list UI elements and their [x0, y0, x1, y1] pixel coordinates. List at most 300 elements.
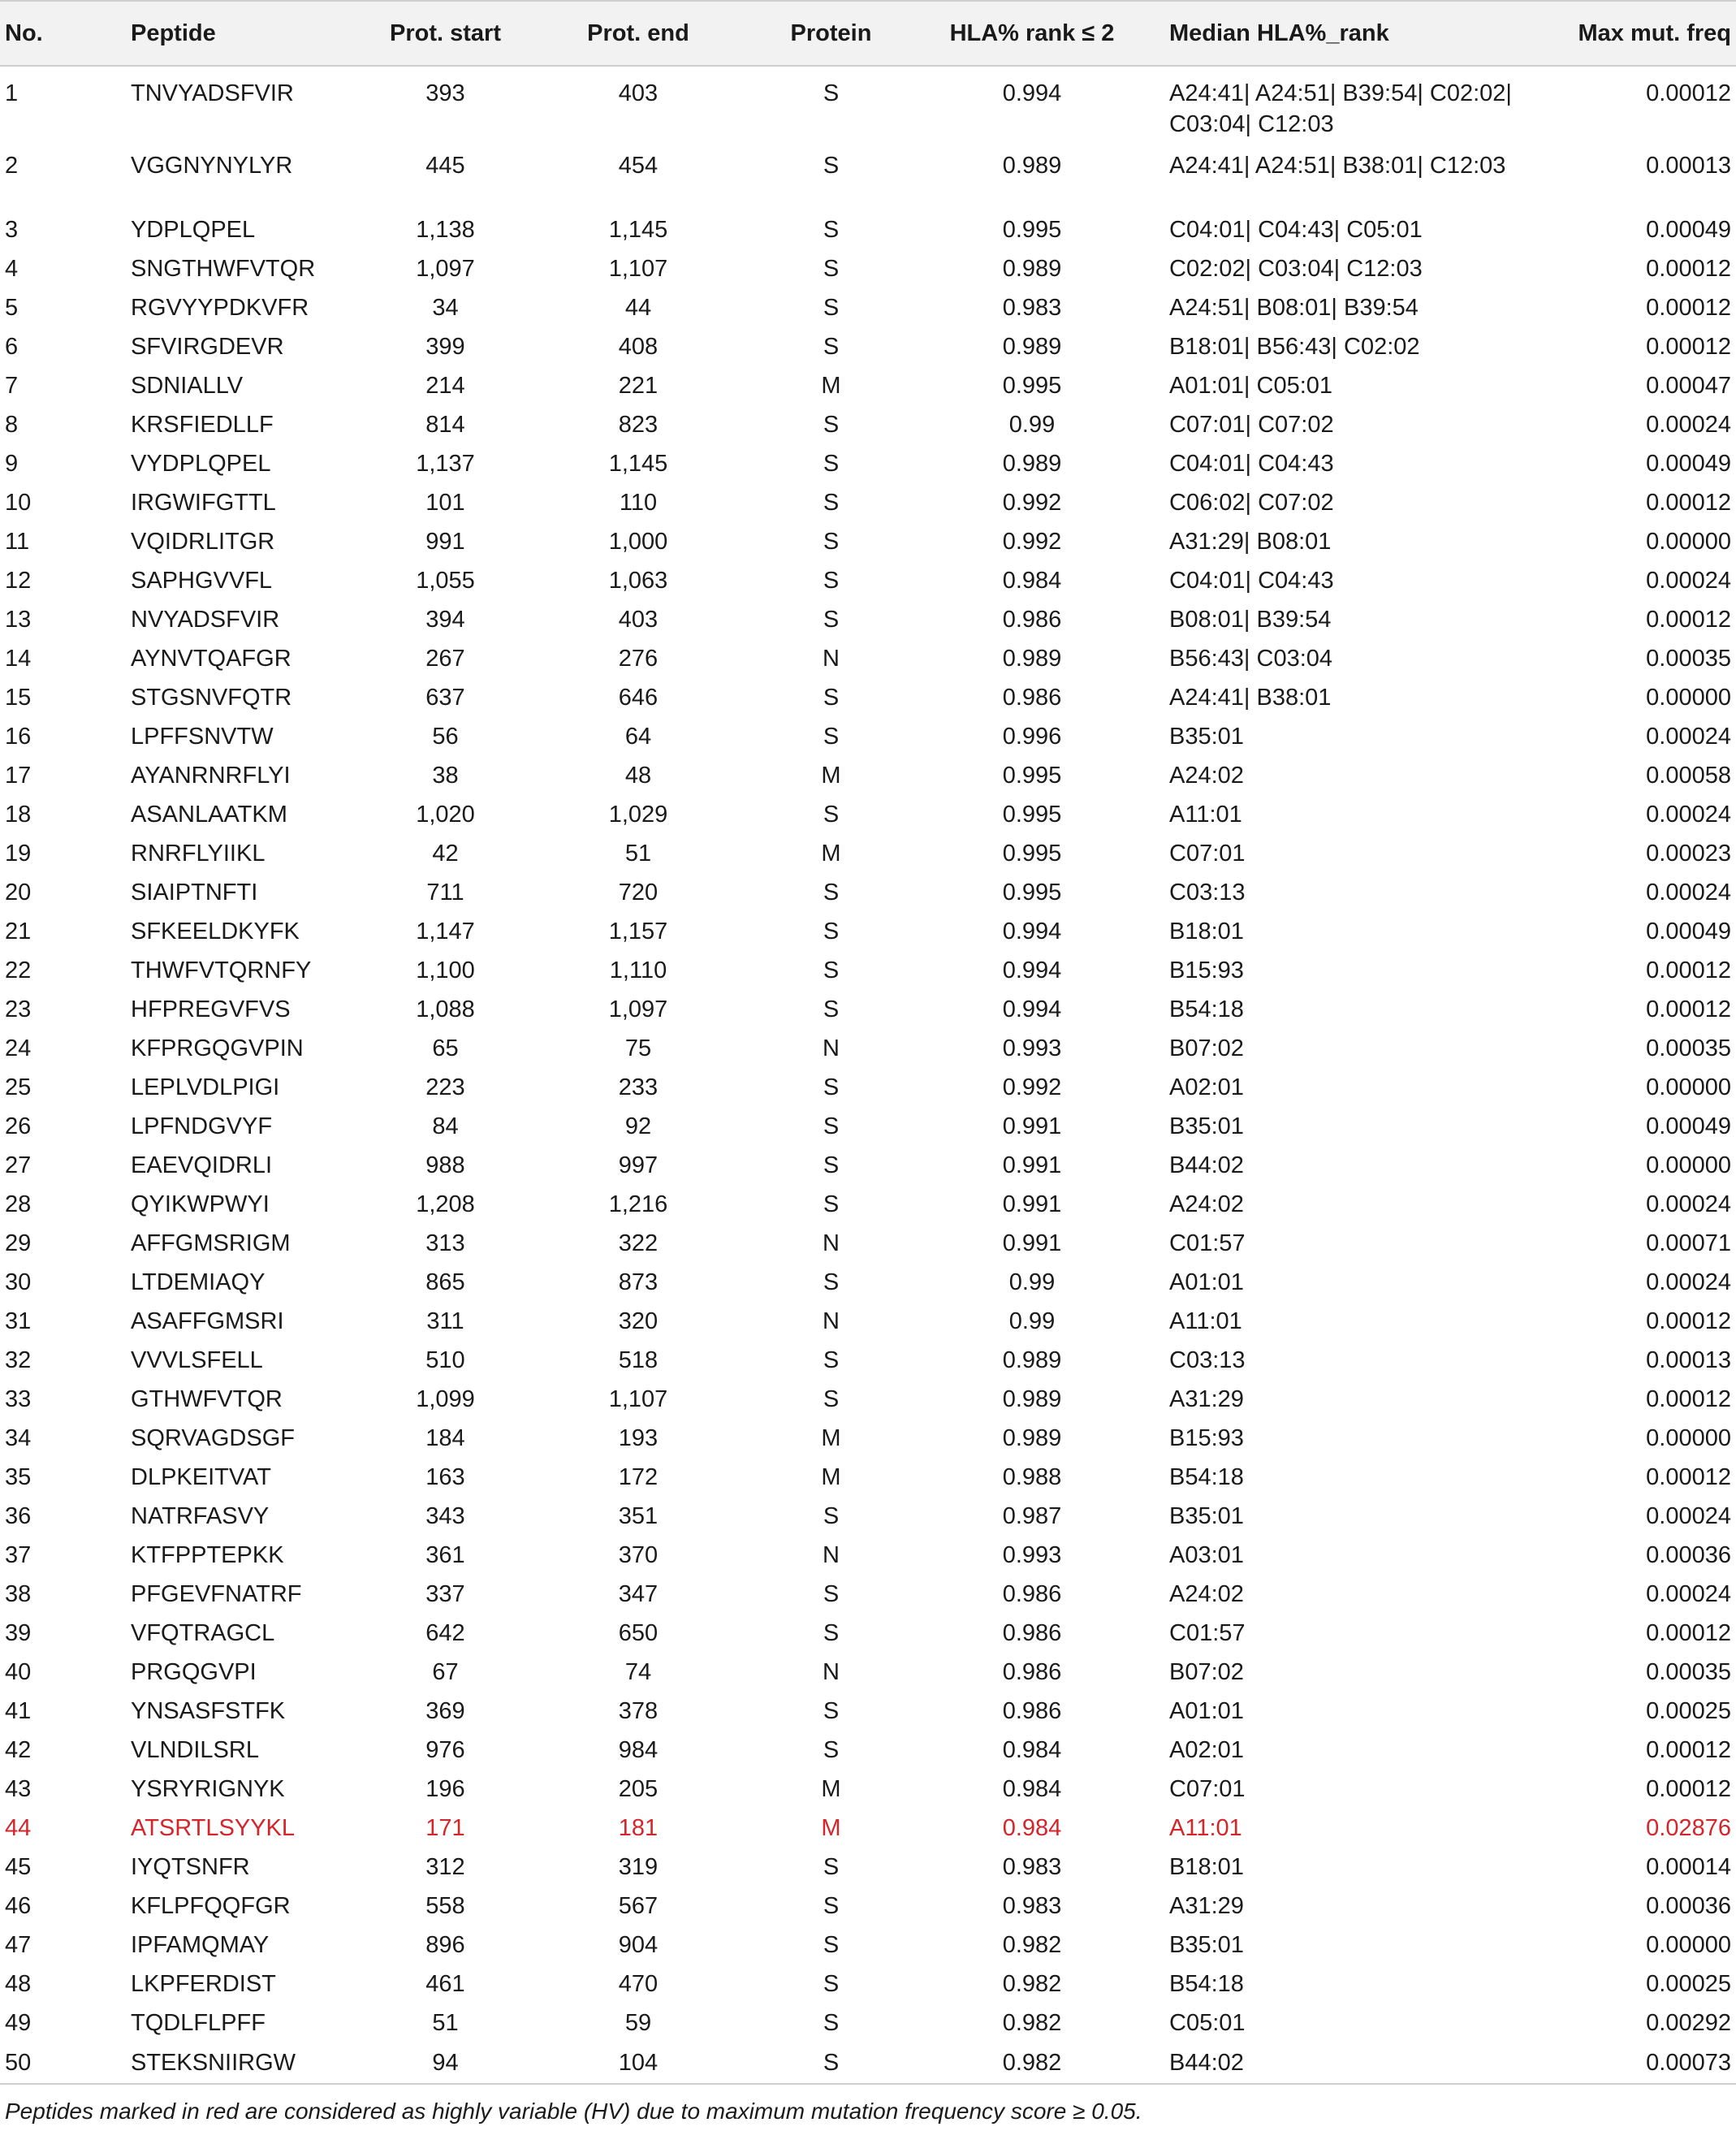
cell-median-hla-rank: B07:02: [1169, 1659, 1244, 1685]
cell-prot-start: 312: [425, 1854, 465, 1880]
cell-hla-rank: 0.983: [1002, 1893, 1062, 1919]
cell-no: 1: [5, 80, 19, 106]
cell-prot-end: 408: [618, 334, 659, 360]
cell-max-mut-freq: 0.00012: [1646, 607, 1731, 633]
table-row: [0, 1731, 1736, 1770]
cell-median-hla-rank: B44:02: [1169, 1152, 1244, 1178]
cell-protein: S: [823, 1620, 840, 1646]
cell-max-mut-freq: 0.00000: [1646, 1074, 1731, 1100]
table-row: [0, 327, 1736, 366]
cell-peptide: HFPREGVFVS: [131, 996, 291, 1022]
cell-max-mut-freq: 0.00012: [1646, 334, 1731, 360]
cell-hla-rank: 0.99: [1008, 1308, 1056, 1334]
cell-hla-rank: 0.995: [1002, 841, 1062, 867]
cell-prot-end: 322: [618, 1230, 659, 1256]
cell-prot-start: 337: [425, 1581, 465, 1607]
cell-protein: S: [760, 2042, 902, 2084]
cell-max-mut-freq: 0.00058: [1646, 763, 1731, 789]
cell-peptide: VLNDILSRL: [131, 1737, 259, 1763]
cell-max-mut-freq: 0.00012: [1646, 1776, 1731, 1802]
cell-max-mut-freq: 0.00024: [1646, 880, 1731, 906]
cell-prot-end: 221: [618, 373, 659, 399]
cell-prot-end: 1,097: [608, 996, 668, 1022]
cell-peptide: IYQTSNFR: [131, 1854, 250, 1880]
cell-max-mut-freq: 0.00047: [1646, 373, 1731, 399]
cell-prot-start: 991: [425, 529, 465, 555]
cell-hla-rank: 0.99: [1008, 412, 1056, 438]
cell-no: 5: [5, 295, 19, 321]
cell-no: 23: [5, 996, 32, 1022]
cell-prot-start: 865: [425, 1269, 465, 1295]
table-row: [0, 249, 1736, 288]
cell-protein: M: [821, 1776, 841, 1802]
cell-prot-end: 1,107: [608, 1386, 668, 1412]
cell-protein: N: [823, 1542, 840, 1568]
cell-no: 50: [0, 2042, 131, 2084]
cell-median-hla-rank: B54:18: [1169, 1971, 1244, 1997]
cell-median-hla-rank: B35:01: [1169, 1503, 1244, 1529]
cell-max-mut-freq: 0.00012: [1646, 256, 1731, 282]
cell-prot-start: 1,055: [416, 568, 475, 594]
cell-max-mut-freq: 0.00012: [1646, 1464, 1731, 1490]
cell-no: 3: [5, 217, 19, 243]
cell-median-hla-rank: C02:02| C03:04| C12:03: [1169, 256, 1423, 282]
cell-prot-start: 1,088: [416, 996, 475, 1022]
cell-peptide: SIAIPTNFTI: [131, 880, 258, 906]
table-row: [0, 210, 1736, 249]
cell-max-mut-freq: 0.00013: [1646, 1347, 1731, 1373]
table-row: [0, 951, 1736, 990]
cell-median-hla-rank: A24:02: [1169, 763, 1244, 789]
cell-prot-end: 567: [618, 1893, 659, 1919]
cell-peptide: IPFAMQMAY: [131, 1932, 270, 1958]
cell-hla-rank: 0.989: [1002, 153, 1062, 179]
cell-no: 48: [5, 1971, 32, 1997]
cell-median-hla-rank: A24:41| A24:51| B38:01| C12:03: [1169, 153, 1506, 179]
cell-prot-start: 711: [426, 880, 464, 906]
cell-protein: S: [823, 957, 840, 983]
cell-protein: S: [823, 724, 840, 750]
cell-prot-start: 976: [425, 1737, 465, 1763]
cell-max-mut-freq: 0.00012: [1646, 996, 1731, 1022]
cell-prot-start: 163: [425, 1464, 465, 1490]
cell-prot-end: 904: [618, 1932, 659, 1958]
cell-no: 22: [5, 957, 32, 983]
cell-prot-end: 64: [624, 724, 652, 750]
cell-peptide: YDPLQPEL: [131, 217, 256, 243]
cell-peptide: SAPHGVVFL: [131, 568, 273, 594]
cell-prot-start: 101: [425, 490, 465, 516]
cell-protein: S: [823, 217, 840, 243]
cell-protein: S: [823, 1737, 840, 1763]
cell-protein: S: [823, 802, 840, 828]
cell-max-mut-freq: 0.00024: [1646, 412, 1731, 438]
cell-hla-rank: 0.989: [1002, 1386, 1062, 1412]
cell-median-hla-rank: A31:29| B08:01: [1169, 529, 1332, 555]
cell-prot-end: 74: [624, 1659, 652, 1685]
table-row: [0, 1965, 1736, 2003]
table-row: [0, 1497, 1736, 1536]
cell-max-mut-freq: 0.00035: [1646, 1035, 1731, 1061]
cell-hla-rank: 0.992: [1002, 529, 1062, 555]
table-row: [0, 873, 1736, 912]
cell-prot-start: 65: [432, 1035, 459, 1061]
table-row: [0, 1263, 1736, 1302]
cell-median-hla-rank: B18:01: [1169, 919, 1244, 944]
cell-hla-rank: 0.982: [902, 2042, 1162, 2084]
table-row: [0, 639, 1736, 678]
cell-prot-start: 196: [425, 1776, 465, 1802]
cell-no: 32: [5, 1347, 32, 1373]
cell-max-mut-freq: 0.00049: [1646, 1113, 1731, 1139]
header-protein: Protein: [760, 1, 902, 66]
cell-max-mut-freq: 0.00000: [1646, 1425, 1731, 1451]
header-no: No.: [0, 1, 131, 66]
cell-no: 25: [5, 1074, 32, 1100]
cell-no: 24: [5, 1035, 32, 1061]
cell-no: 45: [5, 1854, 32, 1880]
cell-protein: S: [823, 334, 840, 360]
cell-peptide: IRGWIFGTTL: [131, 490, 276, 516]
cell-no: 10: [5, 490, 32, 516]
cell-no: 6: [5, 334, 19, 360]
cell-protein: N: [823, 1308, 840, 1334]
cell-hla-rank: 0.991: [1002, 1113, 1062, 1139]
cell-max-mut-freq: 0.00035: [1646, 1659, 1731, 1685]
cell-hla-rank: 0.986: [1002, 1698, 1062, 1724]
cell-hla-rank: 0.986: [1002, 685, 1062, 711]
cell-no: 41: [5, 1698, 32, 1724]
table-row: [0, 912, 1736, 951]
cell-hla-rank: 0.987: [1002, 1503, 1062, 1529]
cell-no: 16: [5, 724, 32, 750]
cell-hla-rank: 0.982: [1002, 1971, 1062, 1997]
cell-peptide: ASANLAATKM: [131, 802, 287, 828]
cell-prot-start: 311: [426, 1308, 464, 1334]
cell-median-hla-rank: C04:01| C04:43: [1169, 568, 1334, 594]
cell-max-mut-freq: 0.00000: [1646, 529, 1731, 555]
cell-hla-rank: 0.992: [1002, 1074, 1062, 1100]
cell-protein: S: [823, 880, 840, 906]
cell-no: 26: [5, 1113, 32, 1139]
cell-prot-start: 313: [425, 1230, 465, 1256]
cell-max-mut-freq: 0.00024: [1646, 1581, 1731, 1607]
cell-peptide: SDNIALLV: [131, 373, 244, 399]
cell-protein: S: [823, 1269, 840, 1295]
cell-prot-start: 369: [425, 1698, 465, 1724]
cell-no: 34: [5, 1425, 32, 1451]
cell-protein: S: [823, 80, 840, 106]
cell-hla-rank: 0.989: [1002, 1425, 1062, 1451]
cell-prot-start: 445: [425, 153, 465, 179]
cell-max-mut-freq: 0.00000: [1646, 685, 1731, 711]
cell-median-hla-rank: A24:02: [1169, 1191, 1244, 1217]
cell-no: 30: [5, 1269, 32, 1295]
cell-prot-start: 1,147: [416, 919, 475, 944]
header-row: [0, 1, 1736, 66]
cell-peptide: TNVYADSFVIR: [131, 80, 294, 106]
table-row: [0, 561, 1736, 600]
table-row: [0, 795, 1736, 834]
cell-peptide: STGSNVFQTR: [131, 685, 292, 711]
cell-prot-end: 403: [618, 80, 659, 106]
cell-max-mut-freq: 0.00012: [1646, 490, 1731, 516]
cell-prot-end: 44: [624, 295, 652, 321]
cell-prot-start: 461: [425, 1971, 465, 1997]
cell-no: 7: [5, 373, 19, 399]
cell-no: 4: [5, 256, 19, 282]
cell-peptide: VYDPLQPEL: [131, 451, 271, 477]
cell-prot-end: 347: [618, 1581, 659, 1607]
cell-median-hla-rank: A02:01: [1169, 1737, 1244, 1763]
cell-prot-end: 873: [618, 1269, 659, 1295]
cell-protein: N: [823, 646, 840, 672]
cell-peptide: KTFPPTEPKK: [131, 1542, 284, 1568]
table-row: [0, 483, 1736, 522]
cell-median-hla-rank: A24:41| A24:51| B39:54| C02:02| C03:04| C12:03: [1169, 80, 1512, 137]
cell-protein: S: [823, 1854, 840, 1880]
cell-prot-end: 48: [624, 763, 652, 789]
cell-max-mut-freq: 0.00073: [1547, 2042, 1736, 2084]
cell-prot-end: 403: [618, 607, 659, 633]
table-row: [0, 1770, 1736, 1809]
cell-max-mut-freq: 0.00024: [1646, 568, 1731, 594]
cell-protein: S: [823, 295, 840, 321]
header-prot-start: Prot. start: [374, 1, 516, 66]
table-row: [0, 522, 1736, 561]
header-peptide: Peptide: [131, 1, 374, 66]
cell-median-hla-rank: C01:57: [1169, 1230, 1246, 1256]
cell-prot-end: 720: [618, 880, 659, 906]
table-row: [0, 1848, 1736, 1887]
cell-no: 47: [5, 1932, 32, 1958]
cell-median-hla-rank: A11:01: [1169, 1815, 1242, 1841]
cell-prot-start: 558: [425, 1893, 465, 1919]
table-row: [0, 1185, 1736, 1224]
cell-hla-rank: 0.983: [1002, 295, 1062, 321]
cell-protein: M: [821, 373, 841, 399]
cell-peptide: RGVYYPDKVFR: [131, 295, 309, 321]
table-row: [0, 1107, 1736, 1146]
cell-no: 11: [5, 529, 30, 555]
cell-hla-rank: 0.995: [1002, 217, 1062, 243]
cell-protein: S: [823, 153, 840, 179]
cell-hla-rank: 0.982: [1002, 2010, 1062, 2036]
cell-peptide: NATRFASVY: [131, 1503, 270, 1529]
cell-protein: M: [821, 1464, 841, 1490]
cell-no: 37: [5, 1542, 32, 1568]
cell-max-mut-freq: 0.00024: [1646, 724, 1731, 750]
table-row: [0, 1653, 1736, 1692]
cell-prot-start: 51: [432, 2010, 459, 2036]
cell-peptide: THWFVTQRNFY: [131, 957, 312, 983]
cell-max-mut-freq: 0.00012: [1646, 295, 1731, 321]
table-row: [0, 1341, 1736, 1380]
cell-no: 39: [5, 1620, 32, 1646]
cell-median-hla-rank: B56:43| C03:04: [1169, 646, 1333, 672]
cell-hla-rank: 0.989: [1002, 646, 1062, 672]
cell-peptide: AFFGMSRIGM: [131, 1230, 291, 1256]
cell-hla-rank: 0.984: [1002, 1737, 1062, 1763]
cell-median-hla-rank: C07:01: [1169, 1776, 1246, 1802]
cell-median-hla-rank: B44:02: [1162, 2042, 1547, 2084]
table-row: [0, 1224, 1736, 1263]
cell-prot-start: 1,099: [416, 1386, 475, 1412]
cell-peptide: TQDLFLPFF: [131, 2010, 266, 2036]
cell-hla-rank: 0.984: [1002, 568, 1062, 594]
cell-prot-end: 104: [516, 2042, 760, 2084]
cell-hla-rank: 0.991: [1002, 1230, 1062, 1256]
cell-median-hla-rank: B54:18: [1169, 996, 1244, 1022]
cell-prot-end: 984: [618, 1737, 659, 1763]
cell-max-mut-freq: 0.00013: [1646, 153, 1731, 179]
cell-max-mut-freq: 0.00023: [1646, 841, 1731, 867]
cell-protein: M: [821, 763, 841, 789]
cell-prot-end: 110: [619, 490, 658, 516]
cell-prot-end: 1,063: [608, 568, 668, 594]
cell-prot-start: 1,208: [416, 1191, 475, 1217]
cell-no: 49: [5, 2010, 32, 2036]
cell-prot-start: 67: [432, 1659, 459, 1685]
cell-protein: M: [821, 1425, 841, 1451]
cell-peptide: SQRVAGDSGF: [131, 1425, 295, 1451]
cell-prot-start: 361: [425, 1542, 465, 1568]
cell-no: 28: [5, 1191, 32, 1217]
table-row: [0, 717, 1736, 756]
cell-prot-end: 823: [618, 412, 659, 438]
cell-prot-start: 642: [425, 1620, 465, 1646]
cell-median-hla-rank: B15:93: [1169, 1425, 1244, 1451]
table-row: [0, 1029, 1736, 1068]
cell-no: 17: [5, 763, 32, 789]
cell-no: 13: [5, 607, 32, 633]
cell-hla-rank: 0.986: [1002, 1659, 1062, 1685]
cell-protein: M: [821, 841, 841, 867]
cell-median-hla-rank: C07:01| C07:02: [1169, 412, 1334, 438]
table-row: [0, 1380, 1736, 1419]
cell-no: 21: [5, 919, 32, 944]
header-hla-rank: HLA% rank ≤ 2: [902, 1, 1162, 66]
cell-protein: S: [823, 1347, 840, 1373]
cell-no: 27: [5, 1152, 32, 1178]
cell-median-hla-rank: A11:01: [1169, 802, 1242, 828]
table-row: [0, 1458, 1736, 1497]
cell-no: 46: [5, 1893, 32, 1919]
cell-protein: S: [823, 1932, 840, 1958]
cell-hla-rank: 0.989: [1002, 256, 1062, 282]
cell-max-mut-freq: 0.00025: [1646, 1698, 1731, 1724]
cell-prot-end: 1,110: [609, 957, 667, 983]
table-row: [0, 1692, 1736, 1731]
cell-prot-end: 181: [618, 1815, 659, 1841]
cell-prot-end: 51: [624, 841, 652, 867]
cell-peptide: GTHWFVTQR: [131, 1386, 283, 1412]
cell-no: 19: [5, 841, 32, 867]
cell-prot-end: 1,216: [608, 1191, 668, 1217]
cell-peptide: YNSASFSTFK: [131, 1698, 286, 1724]
cell-prot-start: 988: [425, 1152, 465, 1178]
cell-prot-end: 518: [618, 1347, 659, 1373]
cell-hla-rank: 0.992: [1002, 490, 1062, 516]
cell-hla-rank: 0.986: [1002, 1581, 1062, 1607]
cell-max-mut-freq: 0.00024: [1646, 1503, 1731, 1529]
cell-no: 43: [5, 1776, 32, 1802]
cell-no: 20: [5, 880, 32, 906]
cell-no: 36: [5, 1503, 32, 1529]
cell-prot-start: 896: [425, 1932, 465, 1958]
cell-peptide: SNGTHWFVTQR: [131, 256, 316, 282]
cell-protein: S: [823, 996, 840, 1022]
cell-protein: N: [823, 1659, 840, 1685]
cell-prot-start: 56: [432, 724, 459, 750]
cell-hla-rank: 0.984: [1002, 1815, 1062, 1841]
table-row: [0, 1146, 1736, 1185]
cell-prot-start: 223: [425, 1074, 465, 1100]
table-body: [0, 66, 1736, 2084]
cell-max-mut-freq: 0.00071: [1646, 1230, 1731, 1256]
cell-peptide: YSRYRIGNYK: [131, 1776, 285, 1802]
cell-peptide: EAEVQIDRLI: [131, 1152, 273, 1178]
cell-median-hla-rank: C04:01| C04:43: [1169, 451, 1334, 477]
cell-protein: S: [823, 607, 840, 633]
cell-median-hla-rank: B35:01: [1169, 1932, 1244, 1958]
table-footnote: Peptides marked in red are considered as highly variable (HV) due to maximum mutation frequency score ≥ 0.05.: [5, 2099, 1142, 2124]
cell-protein: S: [823, 1386, 840, 1412]
cell-protein: S: [823, 1893, 840, 1919]
cell-prot-end: 454: [618, 153, 659, 179]
cell-protein: S: [823, 919, 840, 944]
cell-median-hla-rank: A01:01: [1169, 1698, 1244, 1724]
cell-peptide: LTDEMIAQY: [131, 1269, 266, 1295]
cell-hla-rank: 0.994: [1002, 957, 1062, 983]
cell-prot-end: 378: [618, 1698, 659, 1724]
cell-no: 18: [5, 802, 32, 828]
cell-no: 9: [5, 451, 19, 477]
cell-median-hla-rank: A01:01| C05:01: [1169, 373, 1333, 399]
cell-protein: S: [823, 490, 840, 516]
table-row: [0, 678, 1736, 717]
cell-median-hla-rank: B35:01: [1169, 1113, 1244, 1139]
cell-protein: S: [823, 568, 840, 594]
cell-no: 38: [5, 1581, 32, 1607]
cell-hla-rank: 0.982: [1002, 1932, 1062, 1958]
cell-no: 8: [5, 412, 19, 438]
cell-hla-rank: 0.989: [1002, 451, 1062, 477]
cell-median-hla-rank: B15:93: [1169, 957, 1244, 983]
cell-no: 40: [5, 1659, 32, 1685]
cell-hla-rank: 0.995: [1002, 802, 1062, 828]
cell-prot-end: 59: [624, 2010, 652, 2036]
table-row: [0, 288, 1736, 327]
cell-hla-rank: 0.986: [1002, 607, 1062, 633]
cell-prot-end: 470: [618, 1971, 659, 1997]
header-median-hla-rank: Median HLA%_rank: [1162, 1, 1547, 66]
cell-median-hla-rank: C04:01| C04:43| C05:01: [1169, 217, 1423, 243]
cell-median-hla-rank: C01:57: [1169, 1620, 1246, 1646]
cell-median-hla-rank: A02:01: [1169, 1074, 1244, 1100]
cell-prot-end: 320: [618, 1308, 659, 1334]
cell-no: 42: [5, 1737, 32, 1763]
cell-prot-start: 184: [425, 1425, 465, 1451]
cell-max-mut-freq: 0.02876: [1646, 1815, 1731, 1841]
cell-hla-rank: 0.991: [1002, 1191, 1062, 1217]
cell-max-mut-freq: 0.00012: [1646, 957, 1731, 983]
cell-peptide: VQIDRLITGR: [131, 529, 275, 555]
cell-peptide: VFQTRAGCL: [131, 1620, 275, 1646]
cell-hla-rank: 0.984: [1002, 1776, 1062, 1802]
cell-prot-end: 319: [618, 1854, 659, 1880]
table-row: [0, 66, 1736, 140]
